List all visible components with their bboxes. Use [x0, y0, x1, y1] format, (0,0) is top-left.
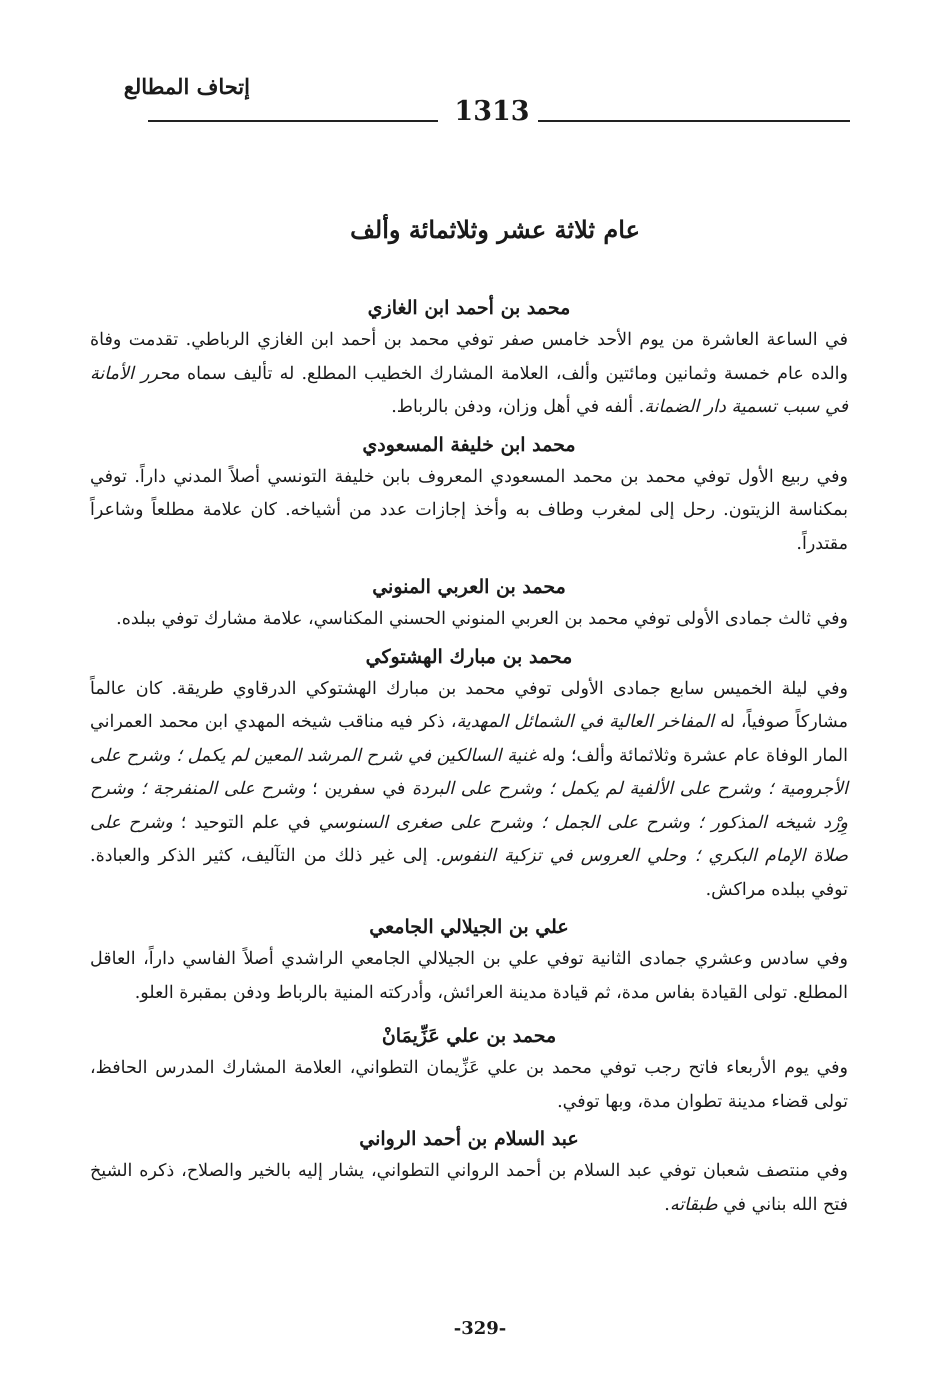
entry-paragraph — [90, 324, 848, 425]
entry-title: عبد السلام بن أحمد الرواني — [359, 1128, 579, 1150]
book-title: المفاخر العالية في الشمائل المهدية — [456, 712, 714, 732]
entry-paragraph — [90, 1155, 848, 1222]
page-body — [90, 292, 848, 1226]
entry-text: في علم التوحيد ؛ — [172, 812, 319, 833]
entry-text: . إلى غير ذلك من التآليف، كثير الذكر والعبادة. توفي ببلده مراكش. — [90, 846, 848, 900]
year-heading: عام ثلاثة عشر وثلاثمائة وألف — [350, 215, 640, 244]
page-number: -329- — [453, 1318, 507, 1339]
entry-text: وفي ليلة الخميس سابع جمادى الأولى توفي محمد بن مبارك الهشتوكي الدرقاوي طريقة. كان عالماً مشاركاً صوفياً، له — [90, 678, 848, 732]
running-title: إتحاف المطالع — [123, 74, 250, 99]
entry-title: محمد بن مبارك الهشتوكي — [365, 645, 573, 668]
entry-text: وفي منتصف شعبان توفي عبد السلام بن أحمد الرواني التطواني، يشار إليه بالخير والصلاح، ذكره الشيخ فتح الله بناني في — [90, 1161, 848, 1215]
entry-paragraph: وفي ثالث جمادى الأولى توفي محمد بن العربي المنوني الحسني المكناسي، علامة مشارك توفي ببلده. — [116, 609, 848, 629]
entry-paragraph: وفي ربيع الأول توفي محمد بن محمد المسعودي المعروف بابن خليفة التونسي أصلاً المدني داراً. توفي بمكناسة الزيتون. رحل إلى لمغرب وطاف به وأخذ إجازات عدد من أشياخه. كان علامة مطلعاً وشاعراً مقتدراً. — [90, 466, 848, 554]
entry-paragraph: وفي يوم الأربعاء فاتح رجب توفي محمد بن علي عَزِّيمان التطواني، العلامة المشارك المدرس الحافظ، تولى قضاء مدينة تطوان مدة، وبها توفي. — [90, 1058, 848, 1112]
entry-text: . — [664, 1194, 670, 1215]
book-title: محرر الأمانة في سبب تسمية دار الضمانة — [90, 363, 848, 417]
header-rule-left — [148, 120, 438, 122]
entry-text: . ألفه في أهل وزان، ودفن بالرباط. — [391, 397, 645, 417]
entry-title: علي بن الجيلالي الجامعي — [369, 916, 569, 938]
entry-paragraph — [90, 673, 848, 908]
book-title: وشرح على صلاة الإمام البكري ؛ وحلي العروس في تزكية النفوس — [90, 812, 848, 866]
entry-title: محمد ابن خليفة المسعودي — [362, 433, 576, 456]
entry-text: ، ذكر فيه مناقب شيخه المهدي ابن محمد العمراني المار الوفاة عام عشرة وثلاثمائة وألف؛ وله — [90, 712, 848, 766]
book-title: وشرح على المنفرجة ؛ وشرح وِرْد شيخه المذكور ؛ وشرح على الجمل ؛ وشرح على صغرى السنوسي — [90, 779, 849, 833]
entry-text: في الساعة العاشرة من يوم الأحد خامس صفر توفي محمد بن أحمد ابن الغازي الرباطي. تقدمت وفاة والده عام خمسة وثمانين ومائتين وألف، العلامة المشارك الخطيب المطلع. له تأليف سماه — [90, 330, 848, 384]
entry-paragraph: وفي سادس وعشري جمادى الثانية توفي علي بن الجيلالي الجامعي الراشدي أصلاً الفاسي داراً، العاقل المطلع. تولى القيادة بفاس مدة، ثم قيادة مدينة العرائش، وأدركته المنية بالرباط ودفن بمقبرة العلو. — [90, 949, 848, 1003]
header-year-number: 1313 — [454, 96, 530, 127]
entry-title: محمد بن العربي المنوني — [372, 576, 566, 598]
book-title: طبقاته — [669, 1194, 718, 1215]
entry-title: محمد بن علي عَزِّيمَانْ — [381, 1025, 557, 1047]
entry-title: محمد بن أحمد ابن الغازي — [367, 297, 571, 319]
entry-text: في سفرين ؛ — [305, 779, 412, 799]
header-rule-right — [538, 120, 850, 122]
book-title: غنية السالكين في شرح المرشد المعين لم يكمل ؛ وشرح على الأجرومية ؛ وشرح على الألفية لم يكمل ؛ وشرح على البردة — [90, 745, 848, 799]
